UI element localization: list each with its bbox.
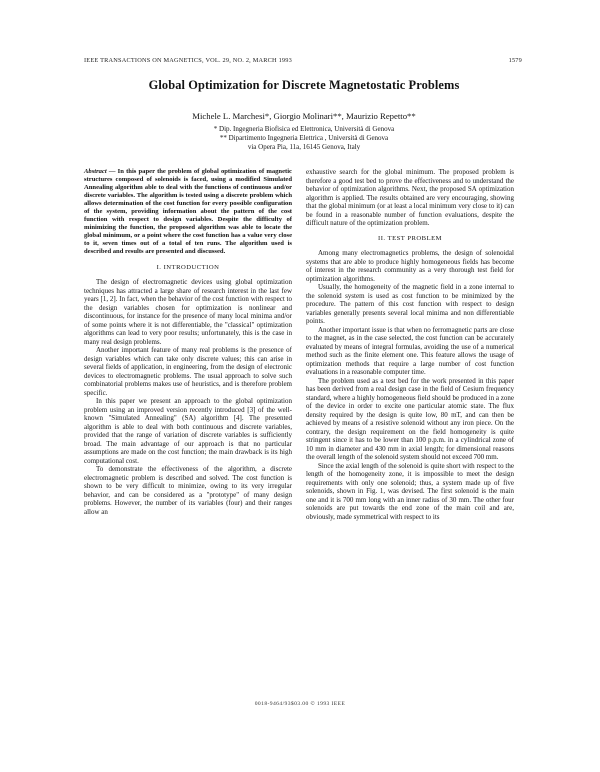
affiliation-line-3: via Opera Pia, 11a, 16145 Genova, Italy <box>247 143 361 151</box>
section-heading-test-problem: II. TEST PROBLEM <box>378 234 442 242</box>
intro-paragraph: To demonstrate the effectiveness of the algorithm, a discrete electromagnetic problem is described and solved. The cost function is shown to be very difficult to minimize, owing to its very irregular behavior, and can be considered as a "prototype" of many design problems. However, the number of its variables (four) and their ranges allow an <box>84 465 292 516</box>
left-column <box>84 168 292 516</box>
section-heading-introduction: I. INTRODUCTION <box>156 263 220 271</box>
copyright-footer: 0018-9464/93$03.00 © 1993 IEEE <box>254 701 346 707</box>
intro-paragraph: The design of electromagnetic devices using global optimization techniques has attracted a large share of research interest in the last few years [1, 2]. In fact, when the behavior of the cost function with respect to the design variables chosen for optimization is nonlinear and discontinuous, for instance for the presence of many local minima and/or of some points where it is not differentiable, the "classical" optimization algorithms can lead to very poor results; unfortunately, this is the case in many real design problems. <box>84 278 292 346</box>
intro-continuation-paragraph: exhaustive search for the global minimum. The proposed problem is therefore a good test bed to prove the effectiveness and to understand the behavior of optimization algorithms. Next, the proposed SA optimization algorithm is applied. The results obtained are very encouraging, showing that the global minimum (or at least a local minimum very close to it) can be found in a reasonable number of function evaluations, despite the difficult nature of the optimization problem. <box>306 168 514 227</box>
abstract-label: Abstract <box>84 168 107 175</box>
test-problem-paragraph: Another important issue is that when no ferromagnetic parts are close to the magnet, as in the case selected, the cost function can be accurately evaluated by means of integral formulas, avoiding the use of a numerical method such as the finite element one. This feature allows the usage of optimization methods that require a large number of cost function evaluations in a reasonable computer time. <box>306 325 514 376</box>
running-header <box>84 57 522 64</box>
intro-paragraph: In this paper we present an approach to the global optimization problem using an improved version recently introduced [3] of the well-known "Simulated Annealing" (SA) algorithm [4]. The presented algorithm is able to deal with both continuous and discrete variables, provided that the range of variation of discrete variables is sufficiently broad. The main advantage of our approach is that no particular assumptions are made on the cost function; the main drawback is its high computational cost. <box>84 397 292 465</box>
test-problem-paragraph: Since the axial length of the solenoid is quite short with respect to the length of the homogeneity zone, it is impossible to meet the design requirements with only one solenoid; thus, a system made up of five solenoids, shown in Fig. 1, was devised. The first solenoid is the main one and it is 700 mm long with an inner radius of 30 mm. The other four solenoids are put towards the end zone of the main coil and are, obviously, made symmetrical with respect to its <box>306 461 514 521</box>
right-column <box>306 168 514 521</box>
test-problem-paragraph: Among many electromagnetics problems, the design of solenoidal systems that are able to produce highly homogeneous fields has become of interest in the research community as a very thorough test field for optimization algorithms. <box>306 249 514 283</box>
test-problem-paragraph: Usually, the homogeneity of the magnetic field in a zone internal to the solenoid system is used as cost function to be minimized by the procedure. The pattern of this cost function with respect to design variables generally presents several local minima and non differentiable points. <box>306 283 514 325</box>
journal-citation: IEEE TRANSACTIONS ON MAGNETICS, VOL. 29, NO. 2, MARCH 1993 <box>84 57 292 64</box>
affiliation-line-2: ** Dipartimento Ingegneria Elettrica , Università di Genova <box>219 134 389 142</box>
abstract-text: — In this paper the problem of global optimization of magnetic structures composed of solenoids is faced, using a modified Simulated Annealing algorithm able to deal with the functions of continuous and/or discrete variables. The algorithm is tested using a discrete problem which allows determination of the cost function for every possible configuration of the system, providing information about the pattern of the cost function with respect to design variables. Despite the difficulty of minimizing the function, the proposed algorithm was able to locate the global minimum, or a point where the cost function has a value very close to it, seven times out of a total of ten runs. The algorithm used is described and results are presented and discussed. <box>84 168 292 256</box>
intro-paragraph: Another important feature of many real problems is the presence of design variables which can take only discrete values; this can arise in several fields of application, in engineering, from the design of electronic devices to electromagnetic problems. The usual approach to solve such combinatorial problems makes use of heuristics, and is therefore problem specific. <box>84 346 292 397</box>
page-number: 1579 <box>508 57 522 64</box>
paper-title: Global Optimization for Discrete Magnetostatic Problems <box>148 78 460 92</box>
affiliation-line-1: * Dip. Ingegneria Biofisica ed Elettronica, Università di Genova <box>213 125 395 133</box>
abstract <box>84 168 292 257</box>
test-problem-paragraph: The problem used as a test bed for the work presented in this paper has been derived from a real design case in the field of Cesium frequency standard, where a highly homogeneous field should be produced in a zone of the device in order to excite one particular atomic state. The flux density required by the design is quite low, 80 mT, and can then be achieved by means of a resistive solenoid without any iron piece. On the contrary, the design requirement on the field homogeneity is quite stringent since it has to be lower than 100 p.p.m. in a cylindrical zone of 10 mm in diameter and 430 mm in axial length; for dimensional reasons the overall length of the solenoid system should not exceed 700 mm. <box>306 376 514 461</box>
author-list: Michele L. Marchesi*, Giorgio Molinari**, Maurizio Repetto** <box>192 111 416 121</box>
